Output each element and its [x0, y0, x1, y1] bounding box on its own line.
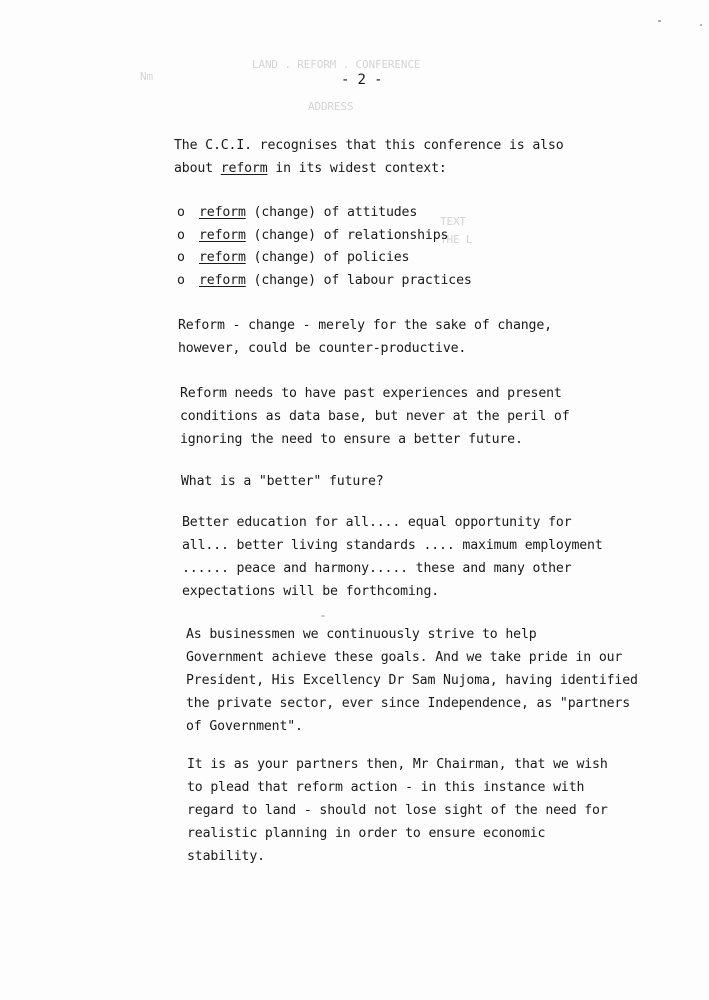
text-line: President, His Excellency Dr Sam Nujoma, having identified: [186, 673, 638, 688]
bleed-through-text: Nm: [140, 70, 153, 83]
text-line: conditions as data base, but never at the peril of: [180, 409, 570, 424]
list-item: [177, 202, 472, 225]
bullet-marker: o: [177, 227, 185, 243]
bullet-marker: o: [177, 205, 185, 220]
list-item: [177, 225, 472, 248]
reform-caution-paragraph: [178, 314, 552, 360]
text-line: It is as your partners then, Mr Chairman, that we wish: [187, 757, 608, 772]
text-line: Government achieve these goals. And we take pride in our: [186, 650, 623, 665]
text-fragment: in its widest context:: [267, 161, 447, 176]
text-line: What is a "better" future?: [181, 474, 384, 489]
text-line: all... better living standards .... maximum employment: [182, 538, 603, 553]
better-future-question: [181, 470, 384, 493]
page-speck: [321, 615, 325, 617]
text-line: however, could be counter-productive.: [178, 341, 467, 356]
bleed-through-text: THE L: [440, 233, 473, 246]
text-line: regard to land - should not lose sight of the need for: [187, 803, 608, 818]
text-line: As businessmen we continuously strive to help: [186, 627, 537, 642]
text-line: of Government".: [186, 719, 303, 734]
bleed-through-text: TEXT: [440, 215, 466, 228]
text-line: Better education for all.... equal opportunity for: [182, 515, 572, 530]
text-line: [174, 157, 563, 180]
bleed-through-text: ADDRESS: [308, 100, 354, 113]
partners-plea-paragraph: [187, 753, 608, 868]
expectations-paragraph: [182, 511, 603, 603]
text-line: Reform needs to have past experiences and present: [180, 386, 562, 401]
list-item: [177, 247, 472, 270]
bullet-marker: o: [177, 250, 185, 265]
reform-bullet-list: [177, 202, 472, 292]
list-item-text: (change) of labour practices: [245, 272, 472, 288]
bullet-marker: o: [177, 272, 185, 288]
list-item: [177, 270, 472, 293]
text-fragment: about: [174, 161, 221, 176]
reform-needs-paragraph: [180, 382, 569, 451]
page-number: - 2 -: [341, 72, 383, 88]
text-line: to plead that reform action - in this instance with: [187, 780, 585, 795]
intro-paragraph: [174, 134, 563, 180]
page-speck: [658, 20, 661, 22]
text-line: Reform - change - merely for the sake of change,: [178, 318, 552, 333]
bleed-through-text: LAND . REFORM . CONFERENCE: [252, 58, 421, 71]
text-line: The C.C.I. recognises that this conference is also: [174, 138, 564, 153]
list-item-text: (change) of policies: [245, 250, 410, 265]
underlined-word: reform: [220, 161, 268, 176]
underlined-word: reform: [199, 250, 246, 265]
list-item-text: (change) of attitudes: [245, 205, 418, 220]
underlined-word: reform: [199, 272, 246, 288]
text-line: realistic planning in order to ensure economic: [187, 826, 546, 841]
text-line: expectations will be forthcoming.: [182, 584, 440, 599]
list-item-text: (change) of relationships: [245, 227, 449, 243]
page-speck: [700, 24, 702, 26]
text-line: ...... peace and harmony..... these and many other: [182, 561, 572, 576]
text-line: the private sector, ever since Independence, as "partners: [186, 696, 631, 711]
text-line: stability.: [187, 849, 265, 864]
text-line: ignoring the need to ensure a better future.: [180, 432, 523, 447]
underlined-word: reform: [199, 227, 246, 243]
businessmen-paragraph: [186, 623, 638, 738]
underlined-word: reform: [199, 205, 246, 220]
